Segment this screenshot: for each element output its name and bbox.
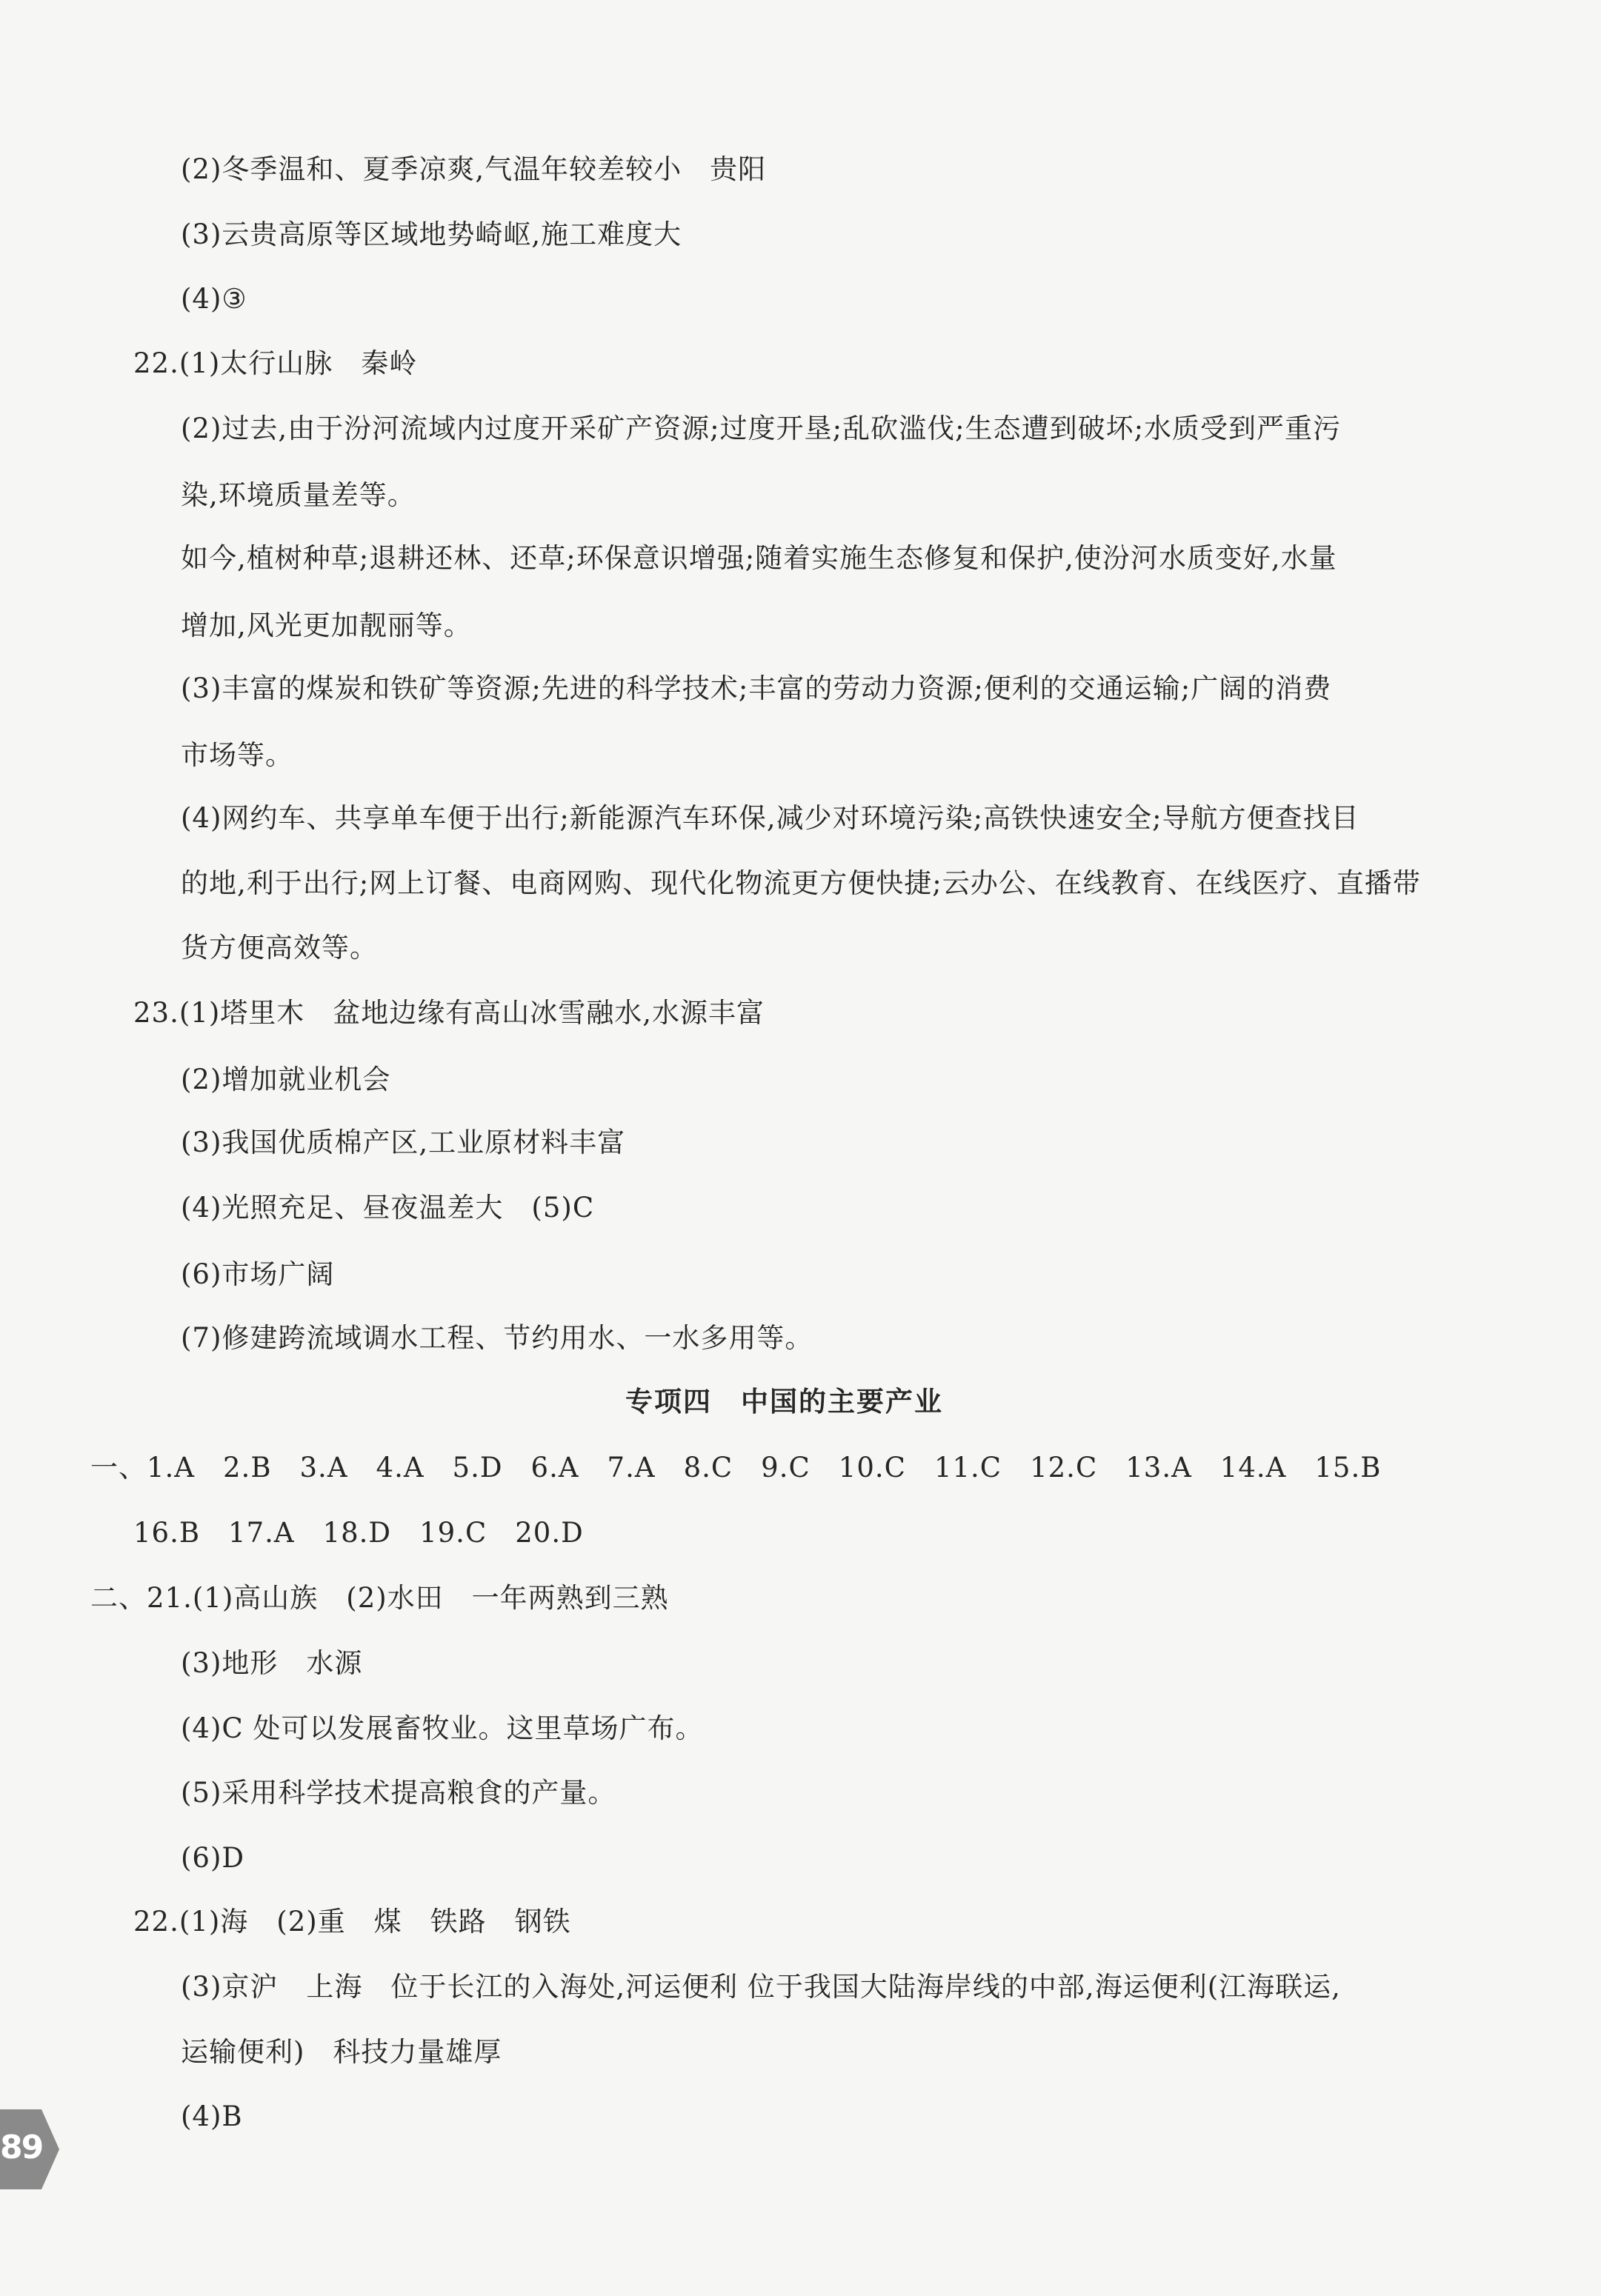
text-line: (7)修建跨流域调水工程、节约用水、一水多用等。 [181,1322,813,1354]
text-line: (4)光照充足、昼夜温差大 (5)C [181,1192,595,1224]
text-line: (4)网约车、共享单车便于出行;新能源汽车环保,减少对环境污染;高铁快速安全;导航方便查找目 [181,802,1359,834]
text-line: 市场等。 [181,739,293,771]
text-line: (2)过去,由于汾河流域内过度开采矿产资源;过度开垦;乱砍滥伐;生态遭到破坏;水质受到严重污 [181,413,1342,444]
text-line: 一、1.A 2.B 3.A 4.A 5.D 6.A 7.A 8.C 9.C 10.C 11.C 12.C 13.A 14.A 15.B [90,1452,1382,1484]
text-line: (3)丰富的煤炭和铁矿等资源;先进的科学技术;丰富的劳动力资源;便利的交通运输;广阔的消费 [181,673,1332,704]
text-line: 的地,利于出行;网上订餐、电商网购、现代化物流更方便快捷;云办公、在线教育、在线医疗、直播带 [181,867,1421,899]
text-line: (3)地形 水源 [181,1647,363,1679]
text-line: 二、21.(1)高山族 (2)水田 一年两熟到三熟 [90,1582,669,1614]
text-line: 增加,风光更加靓丽等。 [181,610,472,641]
text-line: 22.(1)海 (2)重 煤 铁路 钢铁 [133,1906,571,1938]
text-line: (2)增加就业机会 [181,1064,391,1095]
text-line: 如今,植树种草;退耕还林、还草;环保意识增强;随着实施生态修复和保护,使汾河水质变好,水量 [181,542,1337,574]
text-line: 16.B 17.A 18.D 19.C 20.D [133,1517,584,1549]
text-line: 23.(1)塔里木 盆地边缘有高山冰雪融水,水源丰富 [133,997,765,1029]
text-line: (3)云贵高原等区域地势崎岖,施工难度大 [181,218,682,250]
text-line: 货方便高效等。 [181,932,378,964]
text-line: (4)C 处可以发展畜牧业。这里草场广布。 [181,1712,704,1744]
text-line: 染,环境质量差等。 [181,479,416,511]
text-line: (3)我国优质棉产区,工业原材料丰富 [181,1127,626,1158]
text-line: (5)采用科学技术提高粮食的产量。 [181,1777,616,1809]
text-line: (2)冬季温和、夏季凉爽,气温年较差较小 贵阳 [181,153,767,185]
text-line: (6)市场广阔 [181,1258,335,1290]
text-line: 22.(1)太行山脉 秦岭 [133,347,418,379]
text-line: 运输便利) 科技力量雄厚 [181,2036,502,2068]
page-number: 89 [0,2129,43,2166]
text-line: (4)B [181,2100,243,2132]
text-line: (3)京沪 上海 位于长江的入海处,河运便利 位于我国大陆海岸线的中部,海运便利(江海联运, [181,1971,1341,2003]
text-line: (6)D [181,1842,245,1874]
text-line: (4)③ [181,283,247,315]
section-title: 专项四 中国的主要产业 [625,1386,943,1418]
